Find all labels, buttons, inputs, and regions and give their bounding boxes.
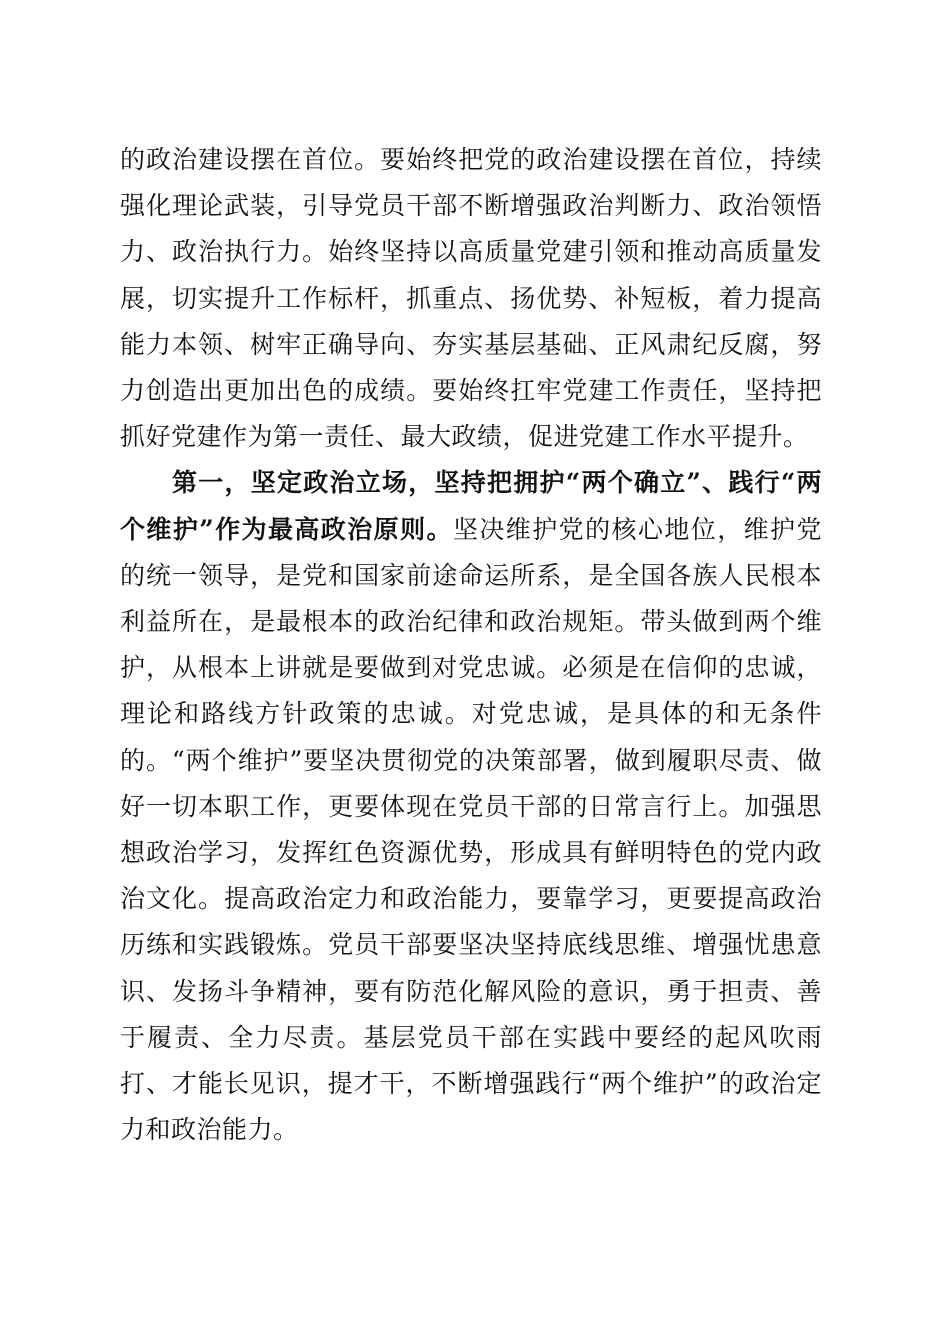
paragraph-heading: 第一，坚定政治立场，坚持把拥护“两个确立”、践行“两个维护”作为最高政治原则。 <box>120 468 822 544</box>
document-body <box>120 137 822 1153</box>
paragraph-first-point <box>120 460 822 1153</box>
paragraph-continuation: 的政治建设摆在首位。要始终把党的政治建设摆在首位，持续强化理论武装，引导党员干部不断增强政治判断力、政治领悟力、政治执行力。始终坚持以高质量党建引领和推动高质量发展，切实提升工作标杆，抓重点、扬优势、补短板，着力提高能力本领、树牢正确导向、夯实基层基础、正风肃纪反腐，努力创造出更加出色的成绩。要始终扛牢党建工作责任，坚持把抓好党建作为第一责任、最大政绩，促进党建工作水平提升。 <box>120 145 822 452</box>
paragraph-body: 坚决维护党的核心地位，维护党的统一领导，是党和国家前途命运所系，是全国各族人民根本利益所在，是最根本的政治纪律和政治规矩。带头做到两个维护，从根本上讲就是要做到对党忠诚。必须是在信仰的忠诚，理论和路线方针政策的忠诚。对党忠诚，是具体的和无条件的。“两个维护”要坚决贯彻党的决策部署，做到履职尽责、做好一切本职工作，更要体现在党员干部的日常言行上。加强思想政治学习，发挥红色资源优势，形成具有鲜明特色的党内政治文化。提高政治定力和政治能力，要靠学习，更要提高政治历练和实践锻炼。党员干部要坚决坚持底线思维、增强忧患意识、发扬斗争精神，要有防范化解风险的意识，勇于担责、善于履责、全力尽责。基层党员干部在实践中要经的起风吹雨打、才能长见识，提才干，不断增强践行“两个维护”的政治定力和政治能力。 <box>120 514 822 1145</box>
